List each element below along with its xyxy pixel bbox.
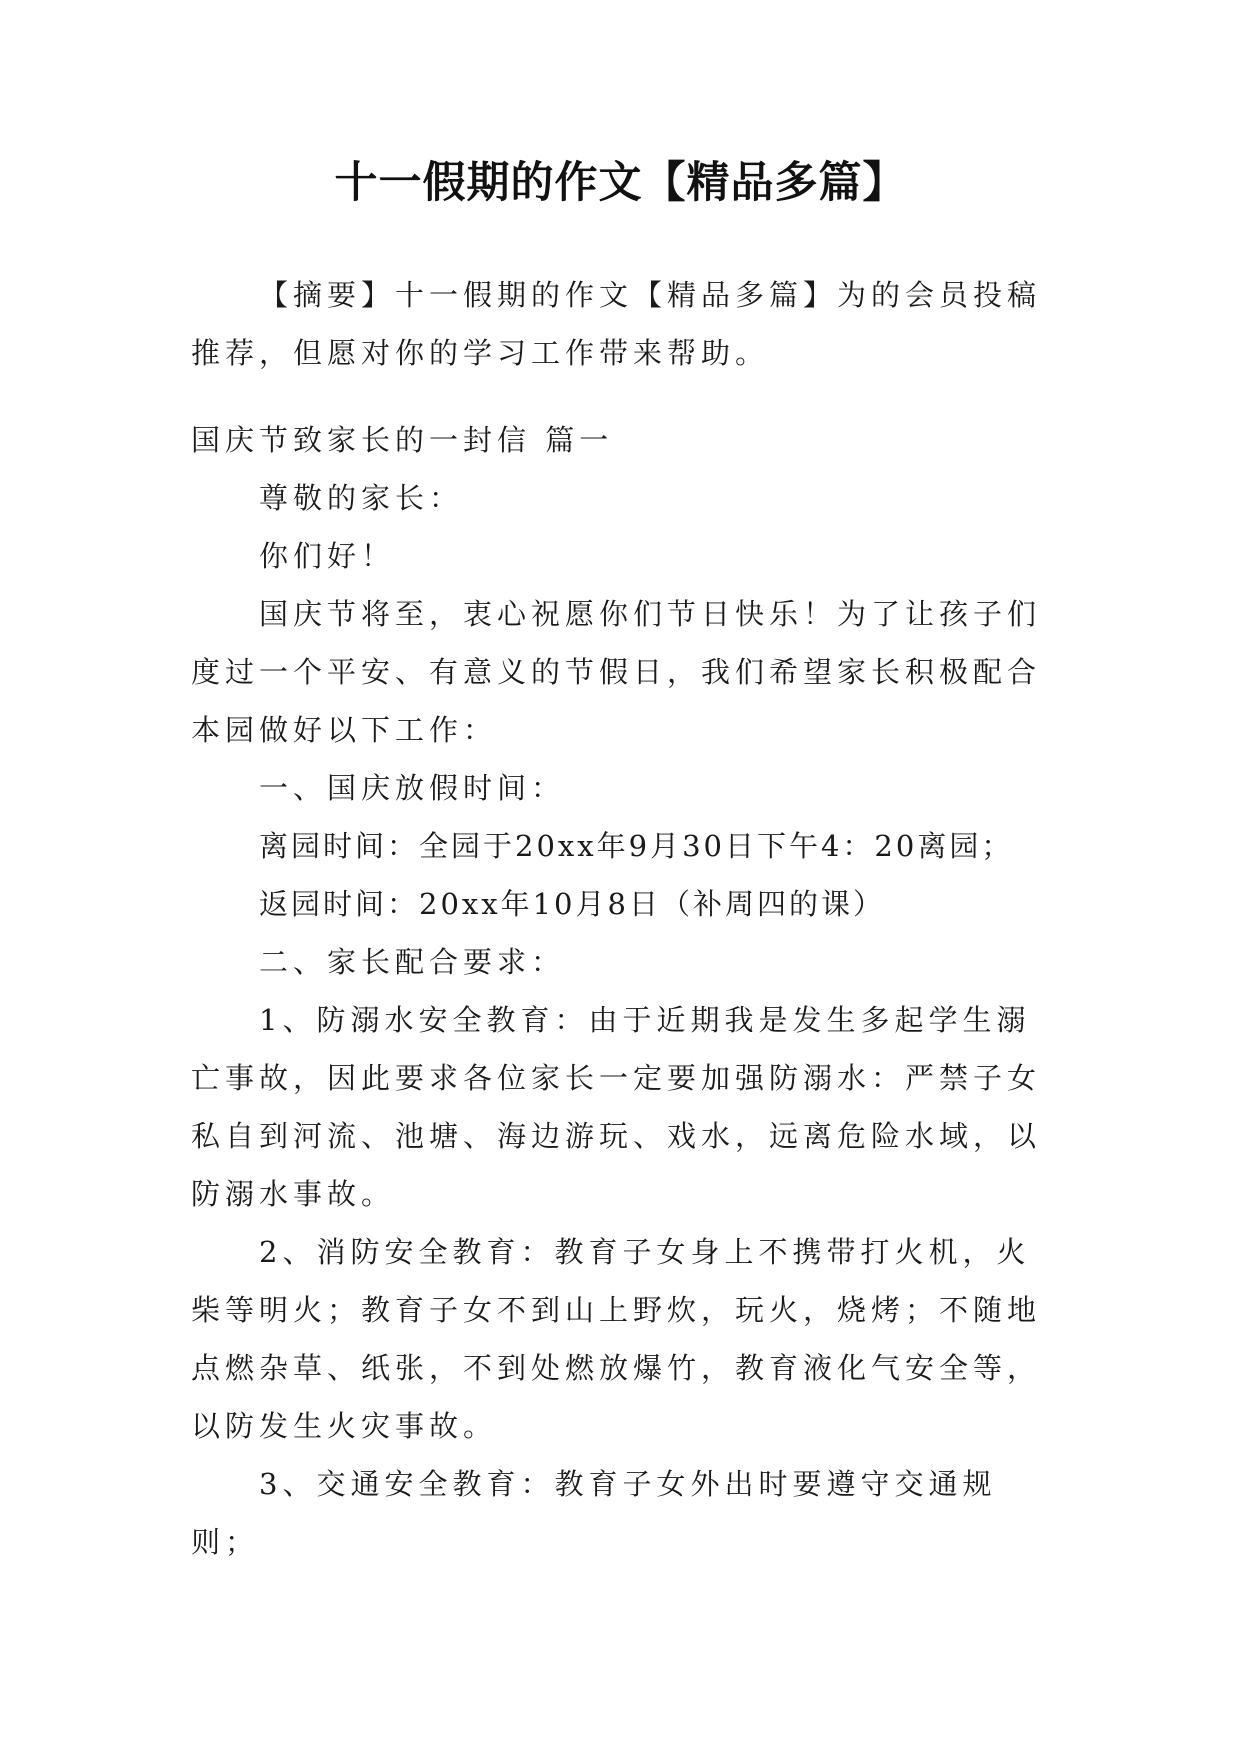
section-heading: 国庆节致家长的一封信 篇一 (191, 423, 614, 457)
traffic-safety-paragraph: 3、交通安全教育：教育子女外出时要遵守交通规则； (191, 1467, 997, 1559)
return-time: 返园时间：20xx年10月8日（补周四的课） (259, 887, 885, 921)
salutation: 尊敬的家长： (259, 481, 464, 515)
abstract-paragraph: 【摘要】十一假期的作文【精品多篇】为的会员投稿推荐，但愿对你的学习工作带来帮助。 (191, 278, 1042, 370)
leave-time: 离园时间：全园于20xx年9月30日下午4：20离园； (259, 829, 1014, 863)
document-title: 十一假期的作文【精品多篇】 (334, 158, 907, 208)
intro-paragraph: 国庆节将至，衷心祝愿你们节日快乐！为了让孩子们度过一个平安、有意义的节假日，我们希望家长积极配合本园做好以下工作： (191, 597, 1042, 747)
drowning-safety-paragraph: 1、防溺水安全教育：由于近期我是发生多起学生溺亡事故，因此要求各位家长一定要加强防溺水：严禁子女私自到河流、池塘、海边游玩、戏水，远离危险水域，以防溺水事故。 (191, 1003, 1042, 1211)
greeting: 你们好！ (259, 539, 396, 573)
holiday-time-heading: 一、国庆放假时间： (259, 771, 566, 805)
letter-body (191, 411, 1051, 1571)
fire-safety-paragraph: 2、消防安全教育：教育子女身上不携带打火机，火柴等明火；教育子女不到山上野炊，玩火，烧烤；不随地点燃杂草、纸张，不到处燃放爆竹，教育液化气安全等，以防发生火灾事故。 (191, 1235, 1042, 1443)
parent-requirements-heading: 二、家长配合要求： (259, 945, 566, 979)
abstract-block (191, 266, 1051, 382)
